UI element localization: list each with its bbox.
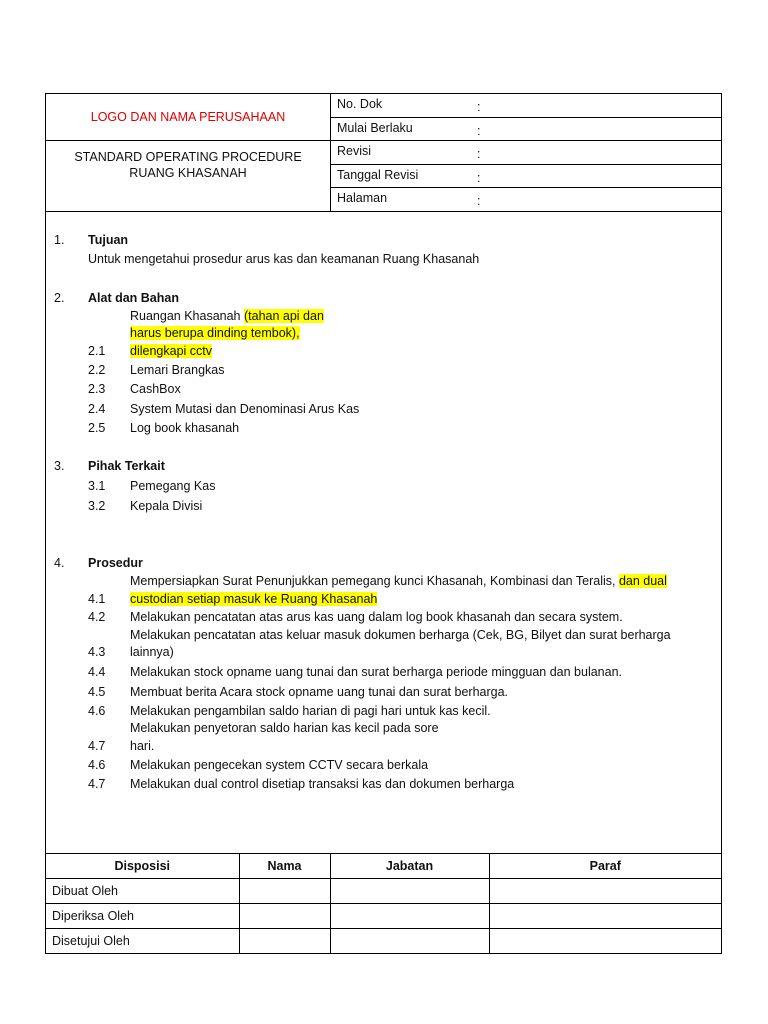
paraf-cell[interactable] [489,878,721,903]
highlight-text: dilengkapi cctv [130,344,212,358]
table-row [46,878,721,903]
highlight-text: custodian setiap masuk ke Ruang Khasanah [130,592,378,606]
meta-row-no-dok [331,94,721,118]
document-header [46,94,721,212]
document-meta-table [331,94,721,211]
item-number: 4.1 [88,592,106,606]
item-number: 3.2 [88,499,106,513]
column-header: Nama [239,853,330,878]
row-label: Dibuat Oleh [46,878,239,903]
nama-cell[interactable] [239,928,330,953]
section-number: 2. [54,291,65,305]
meta-label: No. Dok [337,97,383,111]
row-label: Disetujui Oleh [46,928,239,953]
highlight-text: dan dual [618,574,667,588]
item-number: 2.4 [88,402,106,416]
meta-colon: : [477,170,481,185]
list-item: CashBox [130,382,181,396]
item-number: 4.4 [88,665,106,679]
column-header: Disposisi [46,853,239,878]
prosedur-4-1-line-1 [130,574,667,588]
tujuan-text: Untuk mengetahui prosedur arus kas dan keamanan Ruang Khasanah [88,252,480,266]
highlight-text: (tahan api dan [243,309,324,323]
meta-label: Tanggal Revisi [337,167,419,182]
list-item: Pemegang Kas [130,479,216,493]
prosedur-text: hari. [130,739,155,753]
row-label: Diperiksa Oleh [46,903,239,928]
item-number: 2.2 [88,363,106,377]
highlight-text: harus berupa dinding tembok), [130,326,300,340]
meta-colon: : [477,100,481,114]
alat-item-1-line-3 [130,344,212,358]
item-number: 3.1 [88,479,106,493]
prosedur-text: Melakukan stock opname uang tunai dan surat berharga periode mingguan dan bulanan. [130,665,623,679]
meta-label: Revisi [337,144,372,159]
item-number: 4.6 [88,758,106,772]
prosedur-text: Melakukan pencatatan atas keluar masuk dokumen berharga (Cek, BG, Bilyet dan surat berharga [130,628,671,642]
prosedur-text: Melakukan pencatatan atas arus kas uang dalam log book khasanah dan secara system. [130,610,623,624]
prosedur-text: Melakukan penyetoran saldo harian kas kecil pada sore [130,721,439,735]
prosedur-text: Membuat berita Acara stock opname uang tunai dan surat berharga. [130,685,509,699]
disposisi-table [46,853,721,954]
meta-colon: : [477,194,481,209]
jabatan-cell[interactable] [330,928,489,953]
meta-row-mulai-berlaku [331,118,721,142]
nama-cell[interactable] [239,878,330,903]
item-number: 2.5 [88,421,106,435]
section-number: 4. [54,556,65,570]
item-number: 4.6 [88,704,106,718]
prosedur-text: Melakukan pengambilan saldo harian di pagi hari untuk kas kecil. [130,704,491,718]
jabatan-cell[interactable] [330,878,489,903]
meta-colon: : [477,147,481,162]
alat-item-1-line-1 [130,309,324,323]
meta-row-revisi [331,141,721,165]
jabatan-cell[interactable] [330,903,489,928]
section-heading-pihak: Pihak Terkait [88,459,165,473]
table-row [46,903,721,928]
table-header-row [46,853,721,878]
alat-item-1-text: Ruangan Khasanah [130,309,244,323]
paraf-cell[interactable] [489,903,721,928]
section-heading-tujuan: Tujuan [88,233,129,247]
alat-item-1-line-2 [130,326,300,340]
prosedur-4-1-line-2 [130,592,377,606]
item-number: 4.7 [88,777,106,791]
document-title [46,141,330,212]
section-number: 1. [54,233,65,247]
title-line-1: STANDARD OPERATING PROCEDURE [74,150,302,164]
sop-document [45,93,722,954]
company-logo-placeholder: LOGO DAN NAMA PERUSAHAAN [46,94,330,141]
prosedur-text: lainnya) [130,645,174,659]
header-left-panel [46,94,331,211]
item-number: 4.7 [88,739,106,753]
meta-row-halaman [331,188,721,212]
paraf-cell[interactable] [489,928,721,953]
item-number: 4.2 [88,610,106,624]
meta-label: Halaman [337,191,388,206]
prosedur-text: Melakukan dual control disetiap transaksi kas dan dokumen berharga [130,777,515,791]
list-item: System Mutasi dan Denominasi Arus Kas [130,402,360,416]
meta-label: Mulai Berlaku [337,120,413,135]
column-header: Paraf [489,853,721,878]
prosedur-text: Melakukan pengecekan system CCTV secara berkala [130,758,429,772]
section-number: 3. [54,459,65,473]
list-item: Lemari Brangkas [130,363,225,377]
meta-colon: : [477,123,481,138]
nama-cell[interactable] [239,903,330,928]
title-line-2: RUANG KHASANAH [129,166,247,180]
item-number: 4.5 [88,685,106,699]
section-heading-prosedur: Prosedur [88,556,143,570]
list-item: Kepala Divisi [130,499,203,513]
meta-row-tanggal-revisi [331,165,721,189]
table-row [46,928,721,953]
item-number: 4.3 [88,645,106,659]
list-item: Log book khasanah [130,421,240,435]
item-number: 2.3 [88,382,106,396]
section-heading-alat: Alat dan Bahan [88,291,179,305]
prosedur-text: Mempersiapkan Surat Penunjukkan pemegang kunci Khasanah, Kombinasi dan Teralis, [130,574,619,588]
item-number: 2.1 [88,344,106,358]
column-header: Jabatan [330,853,489,878]
